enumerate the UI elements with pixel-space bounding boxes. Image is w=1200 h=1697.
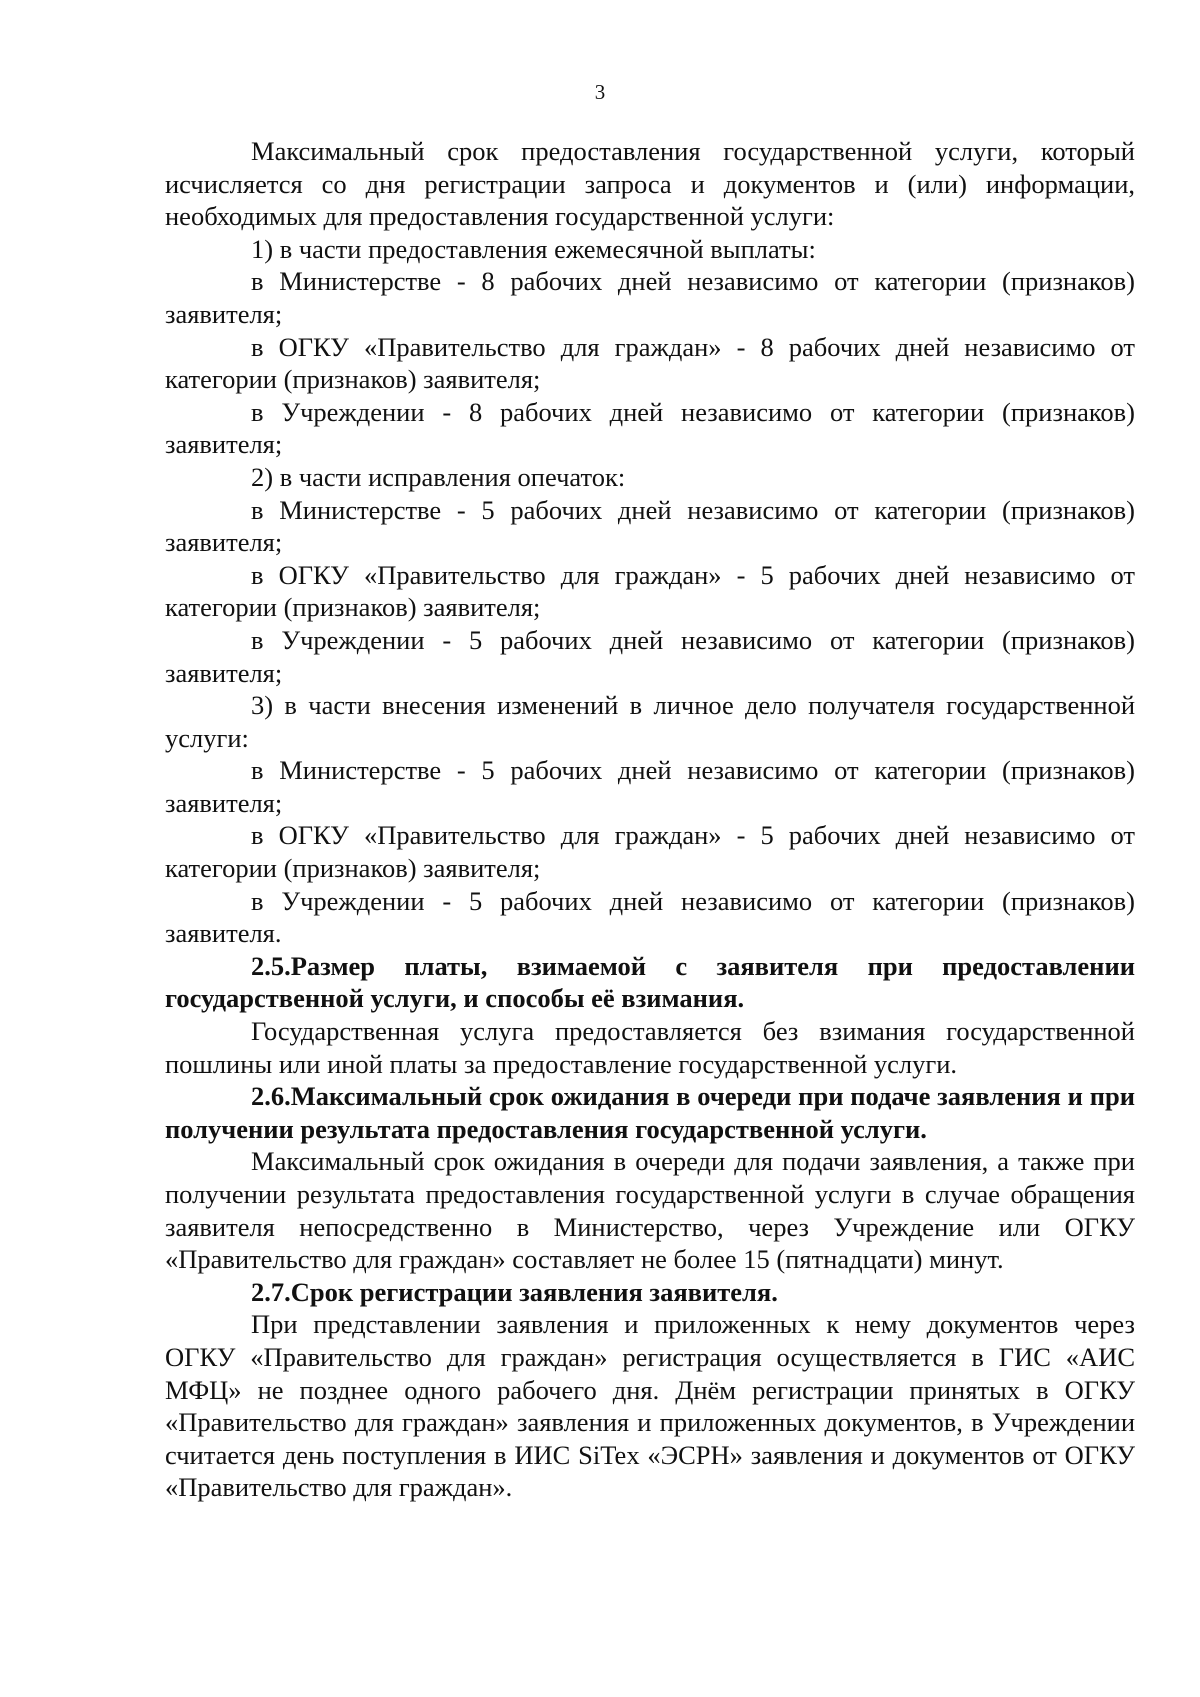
paragraph-item-2-institution: в Учреждении - 5 рабочих дней независимо от категории (признаков) заявителя; bbox=[165, 624, 1135, 688]
paragraph-item-1-ministry: в Министерстве - 8 рабочих дней независимо от категории (признаков) заявителя; bbox=[165, 266, 1135, 329]
paragraph-item-2: 2) в части исправления опечаток: bbox=[251, 461, 626, 492]
paragraph-item-3-ministry: в Министерстве - 5 рабочих дней независимо от категории (признаков) заявителя; bbox=[165, 755, 1135, 818]
paragraph-item-2-ministry: в Министерстве - 5 рабочих дней независимо от категории (признаков) заявителя; bbox=[165, 494, 1135, 558]
document-body bbox=[165, 135, 1135, 1504]
paragraph-item-3-institution: в Учреждении - 5 рабочих дней независимо от категории (признаков) заявителя. bbox=[165, 885, 1135, 949]
section-heading-section-2-5-heading: 2.5.Размер платы, взимаемой с заявителя при предоставлении государственной услуги, и способы её взимания. bbox=[165, 950, 1135, 1014]
page-number: 3 bbox=[594, 80, 606, 104]
section-heading-section-2-7-heading: 2.7.Срок регистрации заявления заявителя. bbox=[251, 1276, 778, 1307]
paragraph-section-2-6-body: Максимальный срок ожидания в очереди для подачи заявления, а также при получении результата предоставления государственной услуги в случае обращения заявителя непосредственно в Министерство, через Учреждение или ОГКУ «Правительство для граждан» составляет не более 15 (пятнадцати) минут. bbox=[165, 1146, 1135, 1275]
paragraph-section-2-5-body: Государственная услуга предоставляется без взимания государственной пошлины или иной платы за предоставление государственной услуги. bbox=[165, 1016, 1135, 1079]
paragraph-item-1-ogku: в ОГКУ «Правительство для граждан» - 8 рабочих дней независимо от категории (признаков) заявителя; bbox=[165, 331, 1135, 395]
paragraph-item-1: 1) в части предоставления ежемесячной выплаты: bbox=[251, 233, 816, 264]
section-heading-section-2-6-heading: 2.6.Максимальный срок ожидания в очереди при подаче заявления и при получении результата предоставления государственной услуги. bbox=[165, 1081, 1135, 1144]
paragraph-item-3: 3) в части внесения изменений в личное дело получателя государственной услуги: bbox=[165, 690, 1135, 753]
paragraph-max-term-intro: Максимальный срок предоставления государственной услуги, который исчисляется со дня регистрации запроса и документов и (или) информации, необходимых для предоставления государственной услуги: bbox=[165, 136, 1135, 232]
paragraph-item-1-institution: в Учреждении - 8 рабочих дней независимо от категории (признаков) заявителя; bbox=[165, 396, 1135, 460]
paragraph-item-2-ogku: в ОГКУ «Правительство для граждан» - 5 рабочих дней независимо от категории (признаков) заявителя; bbox=[165, 559, 1135, 623]
paragraph-item-3-ogku: в ОГКУ «Правительство для граждан» - 5 рабочих дней независимо от категории (признаков) заявителя; bbox=[165, 820, 1135, 884]
paragraph-section-2-7-body: При представлении заявления и приложенных к нему документов через ОГКУ «Правительство для граждан» регистрация осуществляется в ГИС «АИС МФЦ» не позднее одного рабочего дня. Днём регистрации принятых в ОГКУ «Правительство для граждан» заявления и приложенных документов, в Учреждении считается день поступления в ИИС SiTex «ЭСРН» заявления и документов от ОГКУ «Правительство для граждан». bbox=[165, 1309, 1135, 1503]
